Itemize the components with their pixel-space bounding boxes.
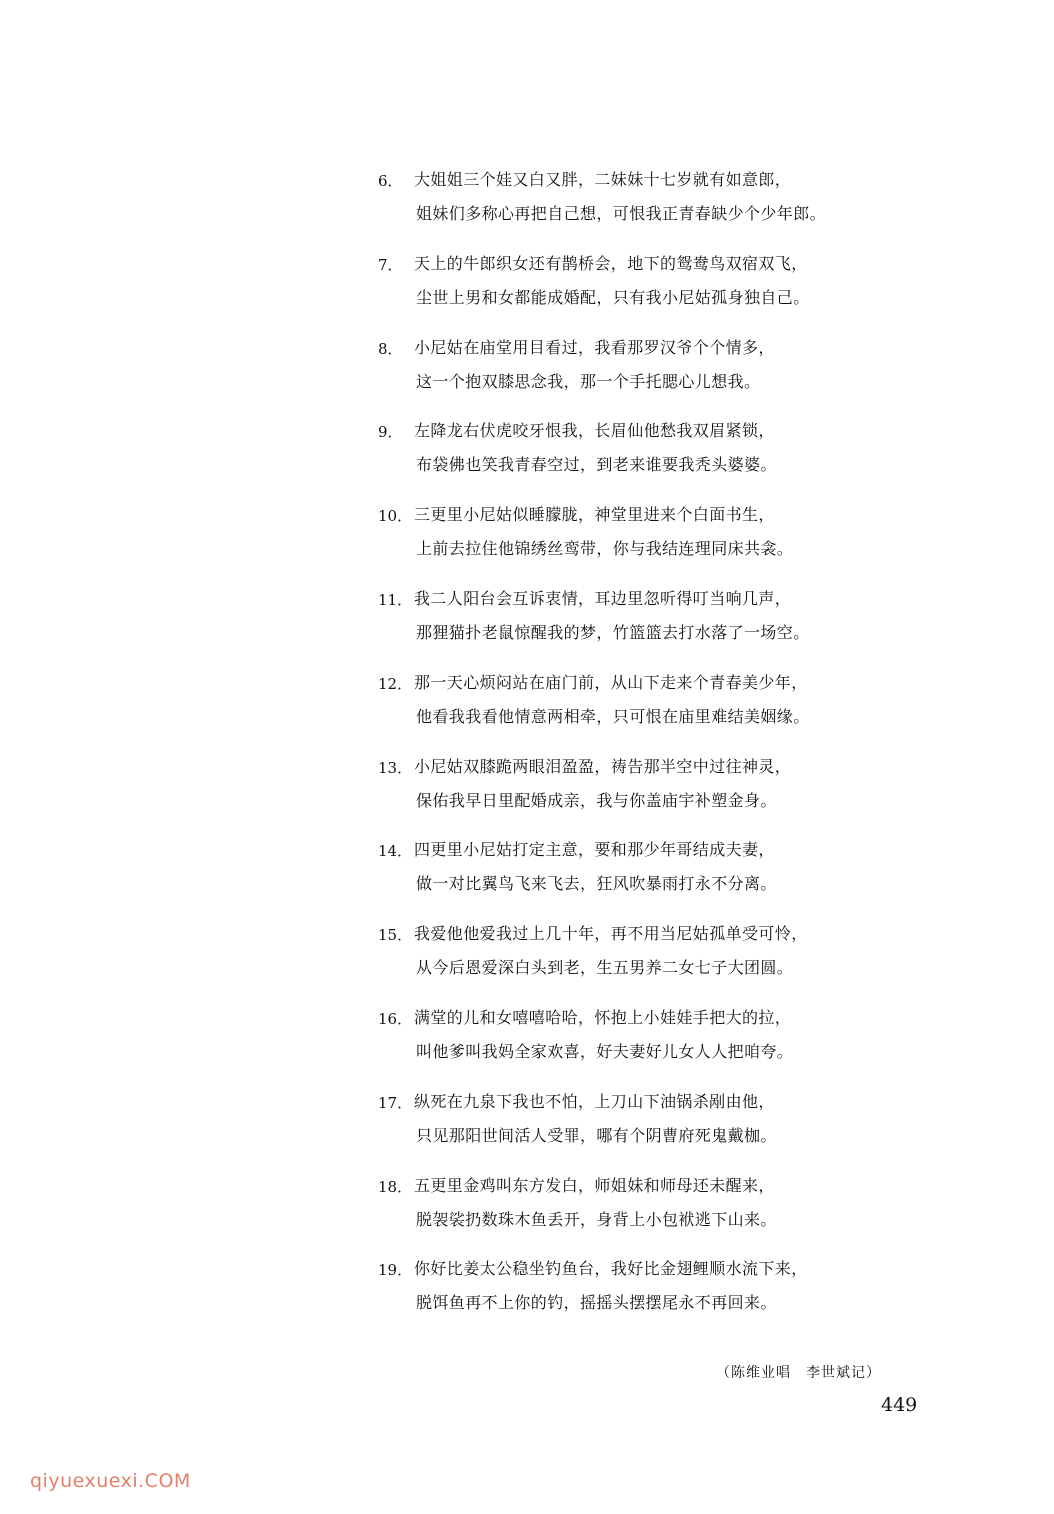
verse-line-2: 这一个抱双膝思念我，那一个手托腮心儿想我。 [416,371,761,391]
verse-line-2: 上前去拉住他锦绣丝鸾带，你与我结连理同床共衾。 [416,539,794,559]
verse-block [378,840,848,924]
verse-line-2: 那狸猫扑老鼠惊醒我的梦，竹篮篮去打水落了一场空。 [416,622,810,642]
verse-line-1: 五更里金鸡叫东方发白，师姐妹和师母还未醒来， [414,1175,775,1195]
verse-number: 16． [378,1009,413,1028]
verse-block [378,1176,848,1260]
verse-line-1: 我二人阳台会互诉衷情，耳边里忽听得叮当响几声， [414,588,792,608]
verse-line-2: 尘世上男和女都能成婚配，只有我小尼姑孤身独自己。 [416,287,810,307]
verse-number: 11． [378,590,413,609]
verse-number: 17． [378,1093,413,1112]
verse-line-1: 你好比姜太公稳坐钓鱼台，我好比金翅鲤顺水流下来， [414,1259,808,1279]
verse-line-2: 只见那阳世间活人受罪，哪有个阴曹府死鬼戴枷。 [416,1125,777,1145]
verse-line-1: 我爱他他爱我过上几十年，再不用当尼姑孤单受可怜， [414,924,808,944]
verse-line-1: 大姐姐三个娃又白又胖，二妹妹十七岁就有如意郎， [414,170,792,189]
verse-line-1: 四更里小尼姑打定主意，要和那少年哥结成夫妻， [414,840,775,860]
verse-line-1: 那一天心烦闷站在庙门前，从山下走来个青春美少年， [414,672,808,692]
verse-line-1: 小尼姑在庙堂用目看过，我看那罗汉爷个个情多， [414,337,775,357]
verse-block [378,170,848,254]
verse-number: 12． [378,674,413,693]
verse-block [378,757,848,841]
verse-number: 18． [378,1177,413,1196]
site-watermark: qiyuexuexi.COM [30,1470,191,1492]
verse-line-2: 布袋佛也笑我青春空过，到老来谁要我秃头婆婆。 [416,455,777,475]
verse-block [378,589,848,673]
verse-line-1: 左降龙右伏虎咬牙恨我，长眉仙他愁我双眉紧锁， [414,421,775,441]
verse-block [378,338,848,422]
verse-number: 15． [378,926,413,945]
verse-line-1: 小尼姑双膝跪两眼泪盈盈，祷告那半空中过往神灵， [414,756,792,776]
verse-block [378,421,848,505]
verse-block [378,1092,848,1176]
verse-line-1: 天上的牛郎织女还有鹊桥会，地下的鸳鸯鸟双宿双飞， [414,253,808,273]
verse-line-2: 他看我我看他情意两相牵，只可恨在庙里难结美姻缘。 [416,706,810,726]
verse-line-2: 从今后恩爱深白头到老，生五男养二女七子大团圆。 [416,958,794,978]
verse-line-1: 满堂的儿和女嘻嘻哈哈，怀抱上小娃娃手把大的拉， [414,1007,792,1027]
verse-number: 8． [378,339,403,358]
verse-number: 14． [378,842,413,861]
verse-block [378,254,848,338]
verse-block [378,1259,848,1343]
attribution: （陈维业唱 李世斌记） [716,1365,881,1381]
verse-block [378,673,848,757]
verse-block [378,924,848,1008]
verse-number: 9． [378,423,403,442]
verse-line-2: 脱袈裟扔数珠木鱼丢开，身背上小包袱逃下山来。 [416,1209,777,1229]
verse-list [378,170,848,1343]
verse-line-2: 脱饵鱼再不上你的钓，摇摇头摆摆尾永不再回来。 [416,1293,777,1313]
verse-line-2: 叫他爹叫我妈全家欢喜，好夫妻好儿女人人把咱夸。 [416,1041,794,1061]
verse-number: 6． [378,172,403,190]
verse-number: 19． [378,1261,413,1280]
verse-line-1: 三更里小尼姑似睡朦胧，神堂里进来个白面书生， [414,505,775,525]
verse-number: 10． [378,507,413,526]
verse-block [378,505,848,589]
verse-number: 7． [378,255,403,274]
verse-number: 13． [378,758,413,777]
verse-line-2: 做一对比翼鸟飞来飞去，狂风吹暴雨打永不分离。 [416,874,777,894]
verse-block [378,1008,848,1092]
verse-line-1: 纵死在九泉下我也不怕，上刀山下油锅杀剐由他， [414,1091,775,1111]
verse-line-2: 姐妹们多称心再把自己想，可恨我正青春缺少个少年郎。 [416,204,827,223]
page-number: 449 [881,1394,918,1416]
verse-line-2: 保佑我早日里配婚成亲，我与你盖庙宇补塑金身。 [416,790,777,810]
